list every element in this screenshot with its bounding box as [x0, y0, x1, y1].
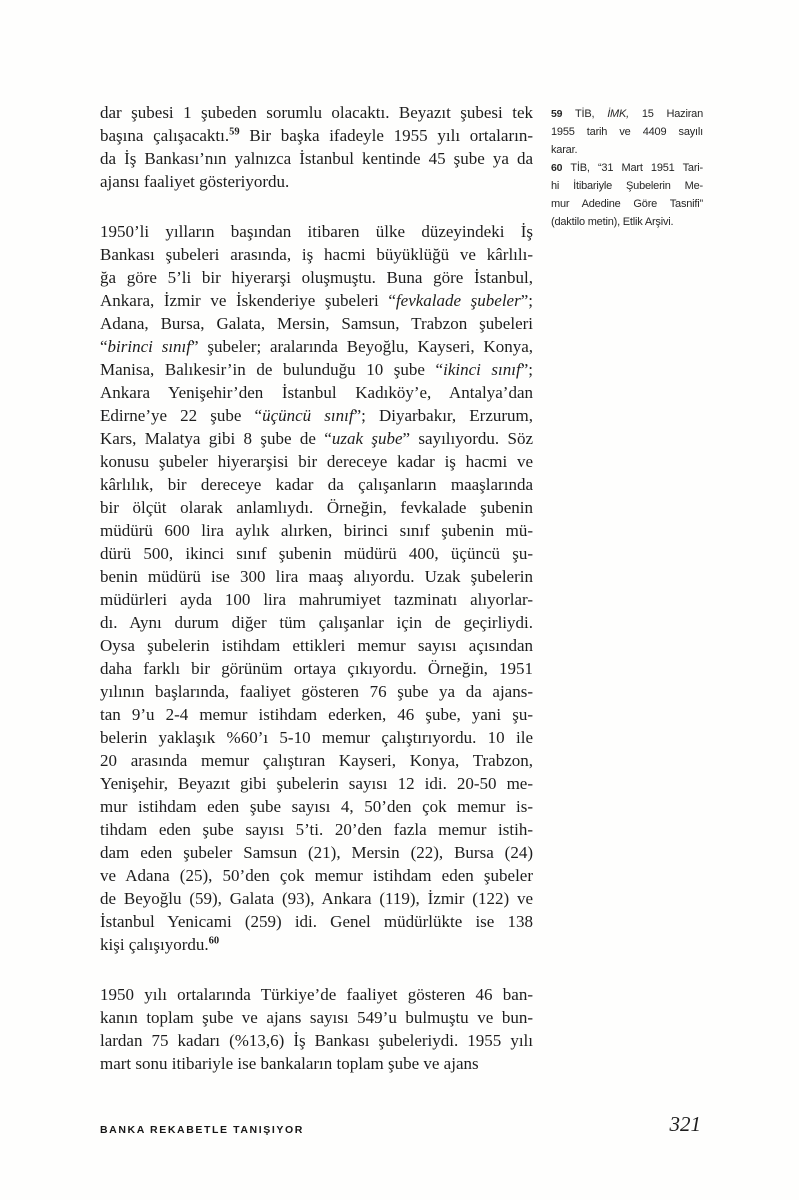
- text-line: [100, 772, 533, 795]
- text-run: ikinci sınıf: [443, 360, 521, 379]
- footnote-line: [551, 159, 703, 177]
- text-run: karar.: [551, 144, 578, 156]
- main-text-column: [100, 101, 533, 1102]
- text-line: [100, 358, 533, 381]
- text-line: [100, 703, 533, 726]
- text-run: belerin yaklaşık %60’ı 5-10 memur çalıştırıyordu. 10 ile: [100, 728, 533, 747]
- text-line: [100, 1006, 533, 1029]
- text-line: [100, 220, 533, 243]
- text-line: [100, 496, 533, 519]
- text-line: [100, 749, 533, 772]
- text-line: [100, 381, 533, 404]
- text-run: 1950 yılı ortalarında Türkiye’de faaliyet gösteren 46 ban-: [100, 985, 533, 1004]
- text-line: [100, 101, 533, 124]
- text-run: TİB, “31 Mart 1951 Tari-: [570, 162, 704, 174]
- text-run: hi İtibariyle Şubelerin Me-: [551, 180, 703, 192]
- text-line: [100, 657, 533, 680]
- text-run: dürü 500, ikinci sınıf şubenin müdürü 400, üçüncü şu-: [100, 544, 533, 563]
- text-run: başına çalışacaktı.: [100, 126, 230, 145]
- text-run: mart sonu itibariyle ise bankaların toplam şube ve ajans: [100, 1054, 479, 1073]
- running-head: BANKA REKABETLE TANIŞIYOR: [100, 1124, 304, 1136]
- text-run: Adana, Bursa, Galata, Mersin, Samsun, Trabzon şubeleri: [100, 314, 533, 333]
- text-line: [100, 588, 533, 611]
- text-run: tan 9’u 2-4 memur istihdam ederken, 46 şube, yani şu-: [100, 705, 533, 724]
- text-line: [100, 864, 533, 887]
- text-run: Yenişehir, Beyazıt gibi şubelerin sayısı 12 idi. 20-50 me-: [100, 774, 533, 793]
- text-run: bir ölçüt olarak anlamlıydı. Örneğin, fevkalade şubenin: [100, 498, 533, 517]
- text-run: ”; Diyarbakır, Erzurum,: [353, 406, 534, 425]
- text-run: TİB,: [574, 108, 608, 120]
- paragraph: [100, 983, 533, 1075]
- text-run: kârlılık, bir dereceye kadar da çalışanların maaşlarında: [100, 475, 533, 494]
- text-line: [100, 680, 533, 703]
- page-number: 321: [669, 1112, 701, 1136]
- text-run: Manisa, Balıkesir’in de bulunduğu 10 şube “: [100, 360, 444, 379]
- footnote-ref: 60: [208, 935, 220, 947]
- text-run: Ankara Yenişehir’den İstanbul Kadıköy’e, Antalya’dan: [100, 383, 533, 402]
- text-run: fevkalade şubeler: [395, 291, 521, 310]
- text-run: benin müdürü ise 300 lira maaş alıyordu. Uzak şubelerin: [100, 567, 533, 586]
- text-line: [100, 427, 533, 450]
- text-run: birinci sınıf: [107, 337, 191, 356]
- text-run: müdürü 600 lira aylık alırken, birinci sınıf şubenin mü-: [100, 521, 533, 540]
- text-run: dı. Aynı durum diğer tüm çalışanlar için de geçirliydi.: [100, 613, 533, 632]
- text-run: ve Adana (25), 50’den çok memur istihdam eden şubeler: [100, 866, 533, 885]
- text-run: Ankara, İzmir ve İskenderiye şubeleri “: [100, 291, 396, 310]
- text-run: İMK,: [607, 108, 629, 120]
- text-run: daha farklı bir görünüm ortaya çıkıyordu. Örneğin, 1951: [100, 659, 533, 678]
- text-line: [100, 565, 533, 588]
- text-run: müdürleri ayda 100 lira mahrumiyet tazminatı alıyorlar-: [100, 590, 533, 609]
- text-line: [100, 519, 533, 542]
- text-run: dam eden şubeler Samsun (21), Mersin (22), Bursa (24): [100, 843, 533, 862]
- text-run: Edirne’ye 22 şube “: [100, 406, 263, 425]
- text-run: kanın toplam şube ve ajans sayısı 549’u bulmuştu ve bun-: [100, 1008, 533, 1027]
- text-line: [100, 795, 533, 818]
- paragraph: [100, 101, 533, 193]
- paragraph: [100, 220, 533, 956]
- text-run: 20 arasında memur çalıştıran Kayseri, Konya, Trabzon,: [100, 751, 533, 770]
- text-run: üçüncü sınıf: [262, 406, 354, 425]
- text-run: ”;: [520, 291, 533, 310]
- text-run: mur istihdam eden şube sayısı 4, 50’den çok memur is-: [100, 797, 533, 816]
- footnote-line: [551, 195, 703, 213]
- text-run: Kars, Malatya gibi 8 şube de “: [100, 429, 332, 448]
- text-run: ğa göre 5’li bir hiyerarşi oluşmuştu. Buna göre İstanbul,: [100, 268, 533, 287]
- text-run: dar şubesi 1 şubeden sorumlu olacaktı. Beyazıt şubesi tek: [100, 103, 533, 122]
- footnote: [551, 159, 703, 231]
- text-run: konusu şubeler hiyerarşisi bir dereceye kadar iş hacmi ve: [100, 452, 533, 471]
- text-line: [100, 933, 533, 956]
- text-run: Oysa şubelerin istihdam ettikleri memur sayısı açısından: [100, 636, 533, 655]
- text-line: [100, 818, 533, 841]
- text-run: (daktilo metin), Etlik Arşivi.: [551, 216, 674, 228]
- text-line: [100, 611, 533, 634]
- text-line: [100, 841, 533, 864]
- text-line: [100, 312, 533, 335]
- text-run: tihdam eden şube sayısı 5’ti. 20’den fazla memur istih-: [100, 820, 533, 839]
- text-run: uzak şube: [331, 429, 403, 448]
- text-run: “: [100, 337, 108, 356]
- footnote-line: [551, 213, 703, 231]
- text-line: [100, 887, 533, 910]
- footnote-number: 60: [551, 162, 571, 174]
- footnote-ref: 59: [229, 126, 240, 138]
- text-line: [100, 542, 533, 565]
- text-line: [100, 124, 533, 147]
- text-line: [100, 473, 533, 496]
- text-line: [100, 335, 533, 358]
- text-run: İstanbul Yenicami (259) idi. Genel müdürlükte ise 138: [100, 912, 533, 931]
- text-line: [100, 1029, 533, 1052]
- footnote-line: [551, 123, 703, 141]
- text-run: 1955 tarih ve 4409 sayılı: [551, 126, 703, 138]
- text-run: Bankası şubeleri arasında, iş hacmi büyüklüğü ve kârlılı-: [100, 245, 533, 264]
- text-run: ” sayılıyordu. Söz: [402, 429, 533, 448]
- text-run: de Beyoğlu (59), Galata (93), Ankara (119), İzmir (122) ve: [100, 889, 533, 908]
- text-run: kişi çalışıyordu.: [100, 935, 209, 954]
- text-run: da İş Bankası’nın yalnızca İstanbul kentinde 45 şube ya da: [100, 149, 533, 168]
- footnote-line: [551, 141, 703, 159]
- text-line: [100, 726, 533, 749]
- text-line: [100, 243, 533, 266]
- text-run: ” şubeler; aralarında Beyoğlu, Kayseri, Konya,: [191, 337, 533, 356]
- margin-notes: [551, 105, 703, 231]
- text-line: [100, 983, 533, 1006]
- text-line: [100, 404, 533, 427]
- text-run: lardan 75 kadarı (%13,6) İş Bankası şubeleriydi. 1955 yılı: [100, 1031, 533, 1050]
- text-line: [100, 450, 533, 473]
- footnote: [551, 105, 703, 159]
- text-line: [100, 170, 533, 193]
- text-run: 1950’li yılların başından itibaren ülke düzeyindeki İş: [100, 222, 533, 241]
- text-line: [100, 910, 533, 933]
- text-line: [100, 266, 533, 289]
- footnote-line: [551, 105, 703, 123]
- text-run: 15 Haziran: [629, 108, 703, 120]
- text-run: mur Adedine Göre Tasnifi”: [551, 198, 703, 210]
- text-line: [100, 1052, 533, 1075]
- text-line: [100, 634, 533, 657]
- text-run: Bir başka ifadeyle 1955 yılı ortaların-: [239, 126, 533, 145]
- text-run: yılının başlarında, faaliyet gösteren 76 şube ya da ajans-: [100, 682, 533, 701]
- footnote-line: [551, 177, 703, 195]
- text-line: [100, 147, 533, 170]
- text-line: [100, 289, 533, 312]
- footnote-number: 59: [551, 108, 575, 120]
- text-run: ”;: [520, 360, 533, 379]
- text-run: ajansı faaliyet gösteriyordu.: [100, 172, 290, 191]
